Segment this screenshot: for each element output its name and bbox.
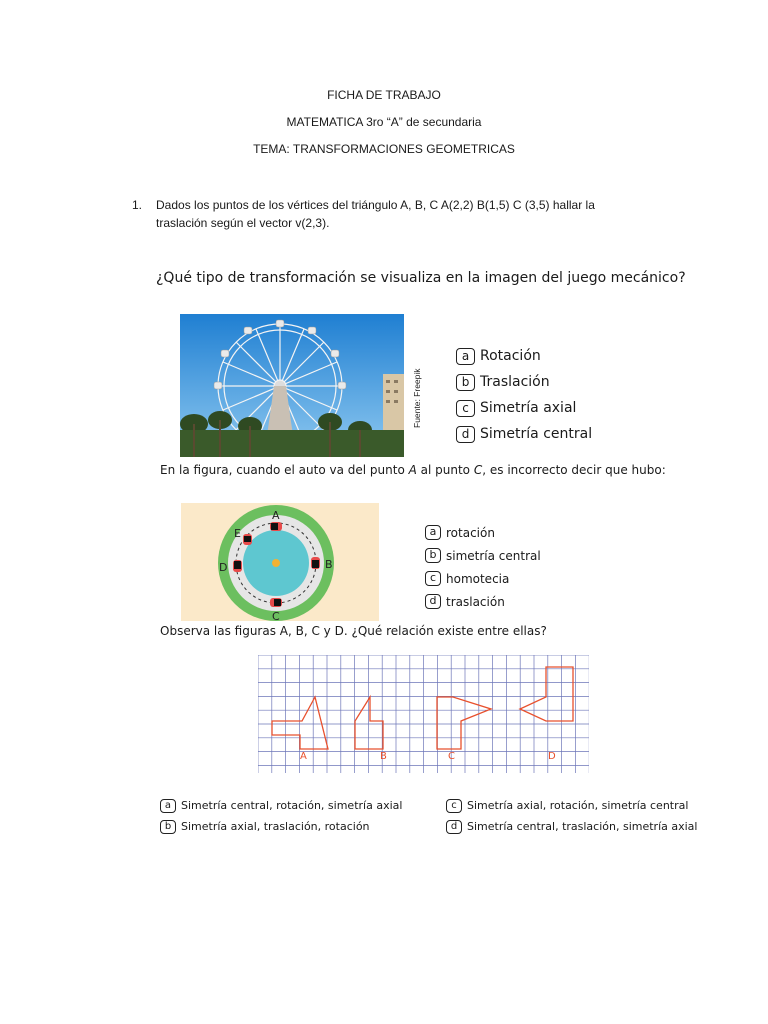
photo-credit: Fuente: Freepik bbox=[412, 368, 422, 428]
figure-b-shape bbox=[355, 697, 383, 749]
option-letter: d bbox=[456, 426, 475, 443]
q3-option-a[interactable] bbox=[425, 521, 541, 544]
label-b: B bbox=[325, 558, 333, 571]
ferris-wheel-photo bbox=[180, 314, 404, 457]
car-a bbox=[270, 522, 282, 531]
worksheet-course: MATEMATICA 3ro “A” de secundaria bbox=[286, 115, 482, 129]
question-1-text bbox=[156, 196, 716, 232]
option-text: simetría central bbox=[446, 548, 541, 563]
q4-option-b[interactable] bbox=[160, 816, 402, 837]
q3-point-c: C bbox=[473, 463, 483, 477]
car-c bbox=[270, 598, 282, 607]
worksheet-title: FICHA DE TRABAJO bbox=[327, 88, 441, 102]
figure-c-shape bbox=[437, 697, 491, 749]
question-4-title: Observa las figuras A, B, C y D. ¿Qué relación existe entre ellas? bbox=[160, 624, 547, 638]
question-1-number: 1. bbox=[132, 198, 143, 212]
option-letter: a bbox=[160, 799, 176, 813]
option-letter: a bbox=[425, 525, 441, 540]
center-point bbox=[272, 559, 280, 567]
option-letter: b bbox=[160, 820, 176, 834]
label-a: A bbox=[272, 509, 280, 522]
option-letter: b bbox=[456, 374, 475, 391]
q2-option-a[interactable] bbox=[456, 343, 592, 369]
figure-label-a: A bbox=[300, 751, 307, 762]
option-letter: d bbox=[425, 594, 441, 609]
figure-label-c: C bbox=[448, 751, 455, 762]
option-text: Simetría axial bbox=[480, 400, 577, 416]
question-4-options-right bbox=[446, 795, 697, 837]
label-c: C bbox=[272, 610, 280, 621]
option-text: Simetría central bbox=[480, 426, 593, 442]
q3-point-a: A bbox=[408, 463, 417, 477]
q4-option-a[interactable] bbox=[160, 795, 402, 816]
option-letter: c bbox=[425, 571, 441, 586]
option-letter: c bbox=[446, 799, 462, 813]
q2-option-c[interactable] bbox=[456, 395, 592, 421]
option-letter: c bbox=[456, 400, 475, 417]
question-3-options bbox=[425, 521, 541, 613]
option-text: traslación bbox=[446, 594, 505, 609]
q3-option-c[interactable] bbox=[425, 567, 541, 590]
figure-a-shape bbox=[272, 697, 328, 749]
option-letter: d bbox=[446, 820, 462, 834]
question-1-line-2: traslación según el vector v(2,3). bbox=[156, 216, 330, 230]
option-letter: b bbox=[425, 548, 441, 563]
grid-figures bbox=[258, 655, 589, 774]
q3-title-post: , es incorrecto decir que hubo: bbox=[482, 463, 666, 477]
q2-option-b[interactable] bbox=[456, 369, 592, 395]
q4-option-d[interactable] bbox=[446, 816, 697, 837]
option-text: Simetría axial, traslación, rotación bbox=[181, 820, 370, 833]
option-text: Simetría central, traslación, simetría axial bbox=[467, 820, 698, 833]
figure-label-b: B bbox=[380, 751, 387, 762]
q3-title-pre: En la figura, cuando el auto va del punto bbox=[160, 463, 409, 477]
figure-label-d: D bbox=[548, 751, 556, 762]
option-text: Traslación bbox=[480, 374, 550, 390]
question-2-title: ¿Qué tipo de transformación se visualiza en la imagen del juego mecánico? bbox=[156, 270, 686, 286]
question-3-title bbox=[160, 463, 666, 477]
label-d: D bbox=[219, 561, 228, 574]
option-text: Simetría axial, rotación, simetría central bbox=[467, 799, 689, 812]
option-text: rotación bbox=[446, 525, 495, 540]
q3-option-b[interactable] bbox=[425, 544, 541, 567]
label-e: E bbox=[234, 527, 241, 540]
car-e bbox=[243, 534, 252, 545]
figure-d-shape bbox=[520, 667, 573, 721]
question-1-line-1: Dados los puntos de los vértices del triángulo A, B, C A(2,2) B(1,5) C (3,5) hallar la bbox=[156, 198, 595, 212]
option-text: homotecia bbox=[446, 571, 510, 586]
question-4-options-left bbox=[160, 795, 402, 837]
q2-option-d[interactable] bbox=[456, 421, 592, 447]
option-letter: a bbox=[456, 348, 475, 365]
circular-track-figure bbox=[181, 503, 379, 621]
option-text: Rotación bbox=[480, 348, 541, 364]
q4-option-c[interactable] bbox=[446, 795, 697, 816]
question-2-options bbox=[456, 343, 592, 447]
car-d bbox=[233, 560, 242, 572]
option-text: Simetría central, rotación, simetría axial bbox=[181, 799, 403, 812]
worksheet-topic: TEMA: TRANSFORMACIONES GEOMETRICAS bbox=[253, 142, 515, 156]
square-grid bbox=[258, 655, 589, 773]
q3-option-d[interactable] bbox=[425, 590, 541, 613]
q3-title-mid: al punto bbox=[416, 463, 474, 477]
car-b bbox=[311, 557, 320, 569]
